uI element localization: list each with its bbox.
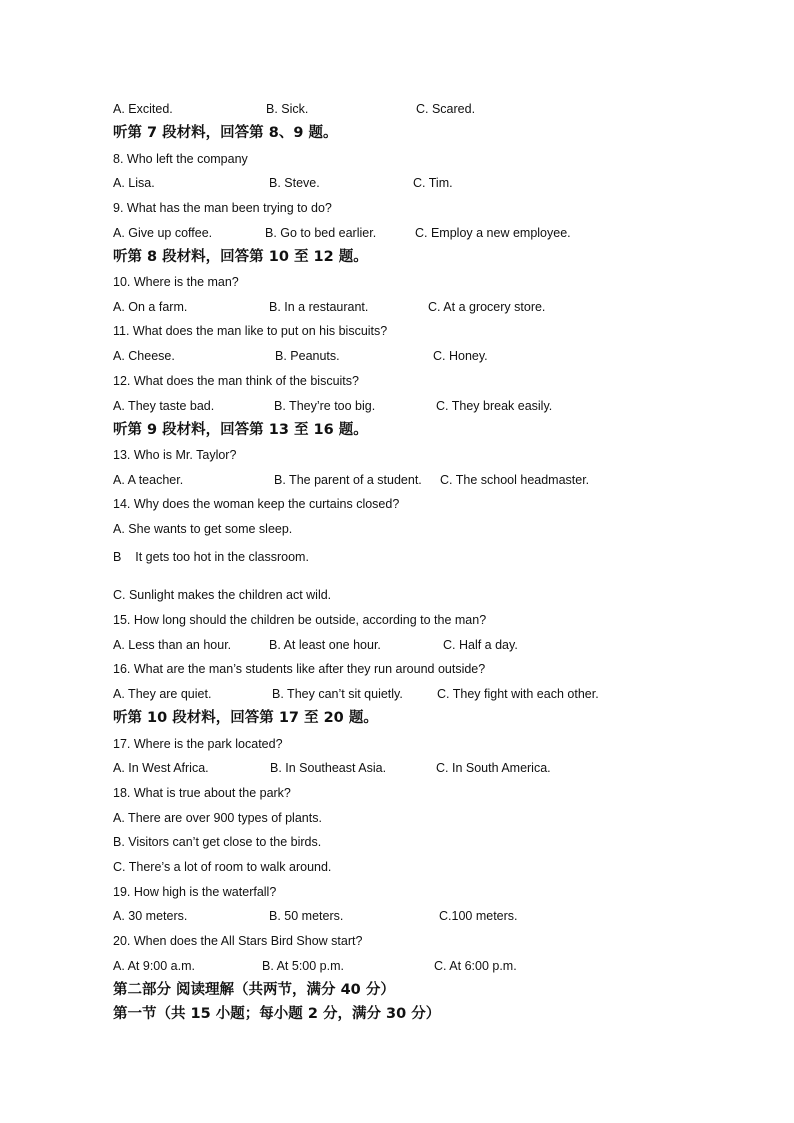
q9-option-c: C. Employ a new employee. [415,226,571,240]
q15-option-a: A. Less than an hour. [113,638,232,652]
q11-option-b: B. Peanuts. [275,349,340,363]
q14-option-b: B It gets too hot in the classroom. [113,550,309,564]
q13-option-c: C. The school headmaster. [440,473,590,487]
q13-question: 13. Who is Mr. Taylor? [113,448,237,462]
q9-option-b: B. Go to bed earlier. [265,226,377,240]
q9-option-a: A. Give up coffee. [113,226,213,240]
q17-option-c: C. In South America. [436,761,551,775]
q10-option-b: B. In a restaurant. [269,300,369,314]
q20-option-b: B. At 5:00 p.m. [262,959,344,973]
q16-option-c: C. They fight with each other. [437,687,599,701]
q20-option-a: A. At 9:00 a.m. [113,959,195,973]
q14-option-a: A. She wants to get some sleep. [113,522,293,536]
q8-option-b: B. Steve. [269,176,320,190]
q16-option-a: A. They are quiet. [113,687,212,701]
section-8-heading: 听第 8 段材料，回答第 10 至 12 题。 [113,249,368,265]
q19-option-b: B. 50 meters. [269,909,344,923]
q10-option-c: C. At a grocery store. [428,300,546,314]
q18-option-c: C. There’s a lot of room to walk around. [113,860,332,874]
q12-option-a: A. They taste bad. [113,399,215,413]
q8-option-a: A. Lisa. [113,176,155,190]
section-9-heading: 听第 9 段材料，回答第 13 至 16 题。 [113,422,368,438]
q9-question: 9. What has the man been trying to do? [113,201,332,215]
q11-option-c: C. Honey. [433,349,488,363]
part-two-heading: 第二部分 阅读理解（共两节，满分 40 分） [113,982,395,998]
q12-option-c: C. They break easily. [436,399,553,413]
q20-option-c: C. At 6:00 p.m. [434,959,517,973]
q8-option-c: C. Tim. [413,176,453,190]
q10-question: 10. Where is the man? [113,275,239,289]
q19-option-a: A. 30 meters. [113,909,188,923]
q16-question: 16. What are the man’s students like after they run around outside? [113,662,486,676]
q7-option-a: A. Excited. [113,102,173,116]
q19-question: 19. How high is the waterfall? [113,885,277,899]
q15-option-c: C. Half a day. [443,638,518,652]
q19-option-c: C.100 meters. [439,909,518,923]
q16-option-b: B. They can’t sit quietly. [272,687,403,701]
q13-option-a: A. A teacher. [113,473,184,487]
q12-question: 12. What does the man think of the biscuits? [113,374,359,388]
q17-option-a: A. In West Africa. [113,761,209,775]
q15-option-b: B. At least one hour. [269,638,381,652]
q12-option-b: B. They’re too big. [274,399,376,413]
section-one-heading: 第一节（共 15 小题；每小题 2 分，满分 30 分） [113,1006,441,1022]
q7-option-b: B. Sick. [266,102,309,116]
q13-option-b: B. The parent of a student. [274,473,422,487]
q7-option-c: C. Scared. [416,102,476,116]
q8-question: 8. Who left the company [113,152,248,166]
q18-option-a: A. There are over 900 types of plants. [113,811,322,825]
q18-option-b: B. Visitors can’t get close to the birds. [113,835,322,849]
q15-question: 15. How long should the children be outside, according to the man? [113,613,487,627]
q17-option-b: B. In Southeast Asia. [270,761,387,775]
q14-option-c: C. Sunlight makes the children act wild. [113,588,332,602]
q18-question: 18. What is true about the park? [113,786,291,800]
q17-question: 17. Where is the park located? [113,737,283,751]
section-7-heading: 听第 7 段材料，回答第 8、9 题。 [113,125,338,141]
section-10-heading: 听第 10 段材料，回答第 17 至 20 题。 [113,710,378,726]
q20-question: 20. When does the All Stars Bird Show start? [113,934,363,948]
q11-option-a: A. Cheese. [113,349,175,363]
q14-question: 14. Why does the woman keep the curtains closed? [113,497,400,511]
q11-question: 11. What does the man like to put on his biscuits? [113,324,388,338]
q10-option-a: A. On a farm. [113,300,188,314]
